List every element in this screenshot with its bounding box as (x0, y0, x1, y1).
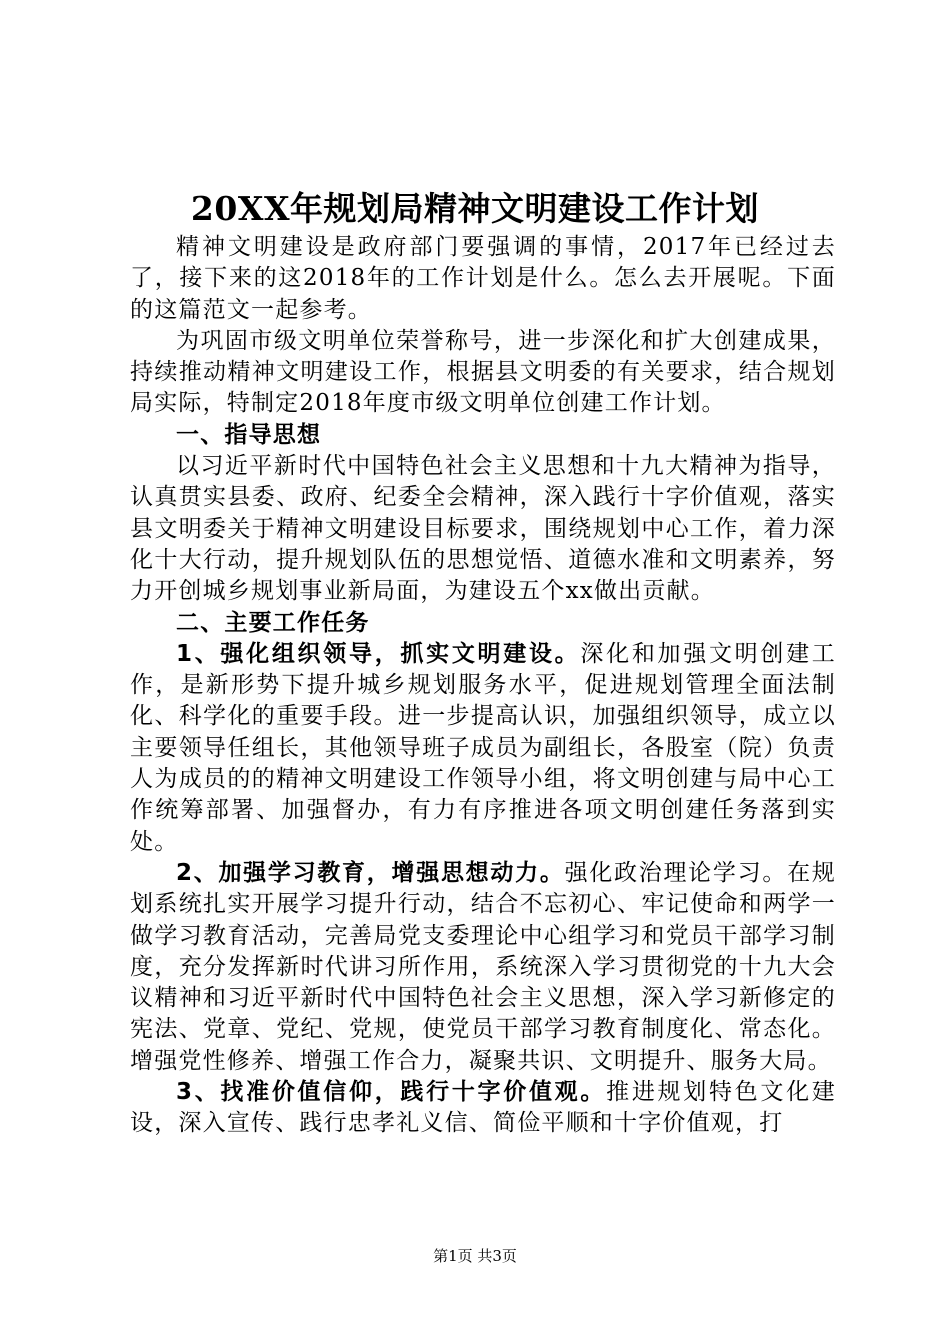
task-item-body: 强化政治理论学习。在规划系统扎实开展学习提升行动，结合不忘初心、牢记使命和两学一做学习教育活动，完善局党支委理论中心组学习和党员干部学习制度，充分发挥新时代讲习所作用，系统深入学习贯彻党的十九大会议精神和习近平新时代中国特色社会主义思想，深入学习新修定的宪法、党章、党纪、党规，使党员干部学习教育制度化、常态化。增强党性修养、增强工作合力，凝聚共识、文明提升、服务大局。 (130, 859, 836, 1074)
task-item (130, 1077, 836, 1140)
document-title: 20XX年规划局精神文明建设工作计划 (190, 189, 760, 228)
task-item-lead: 3、找准价值信仰，践行十字价值观。 (176, 1079, 607, 1106)
task-item (130, 858, 836, 1077)
section-heading-main-tasks: 二、主要工作任务 (176, 609, 370, 636)
page-number-footer: 第1页 共3页 (433, 1247, 517, 1265)
task-item-body: 推进规划特色文化建设，深入宣传、践行忠孝礼义信、简俭平顺和十字价值观，打 (130, 1079, 836, 1137)
task-item (130, 639, 836, 858)
task-item-lead: 2、加强学习教育，增强思想动力。 (176, 859, 565, 886)
task-item-body: 深化和加强文明创建工作，是新形势下提升城乡规划服务水平，促进规划管理全面法制化、科学化的重要手段。进一步提高认识，加强组织领导，成立以主要领导任组长，其他领导班子成员为副组长，各股室（院）负责人为成员的的精神文明建设工作领导小组，将文明创建与局中心工作统筹部署、加强督办，有力有序推进各项文明创建任务落到实处。 (130, 640, 836, 855)
section-heading-guiding-ideology: 一、指导思想 (176, 421, 322, 448)
intro-paragraph: 为巩固市级文明单位荣誉称号，进一步深化和扩大创建成果，持续推动精神文明建设工作，根据县文明委的有关要求，结合规划局实际，特制定2018年度市级文明单位创建工作计划。 (130, 327, 836, 417)
section-paragraph: 以习近平新时代中国特色社会主义思想和十九大精神为指导，认真贯实县委、政府、纪委全会精神，深入践行十字价值观，落实县文明委关于精神文明建设目标要求，围绕规划中心工作，着力深化十大行动，提升规划队伍的思想觉悟、道德水准和文明素养，努力开创城乡规划事业新局面，为建设五个xx做出贡献。 (130, 453, 836, 605)
document-body (130, 232, 836, 1140)
intro-paragraph: 精神文明建设是政府部门要强调的事情，2017年已经过去了，接下来的这2018年的工作计划是什么。怎么去开展呢。下面的这篇范文一起参考。 (130, 234, 836, 323)
task-item-lead: 1、强化组织领导，抓实文明建设。 (176, 640, 581, 667)
